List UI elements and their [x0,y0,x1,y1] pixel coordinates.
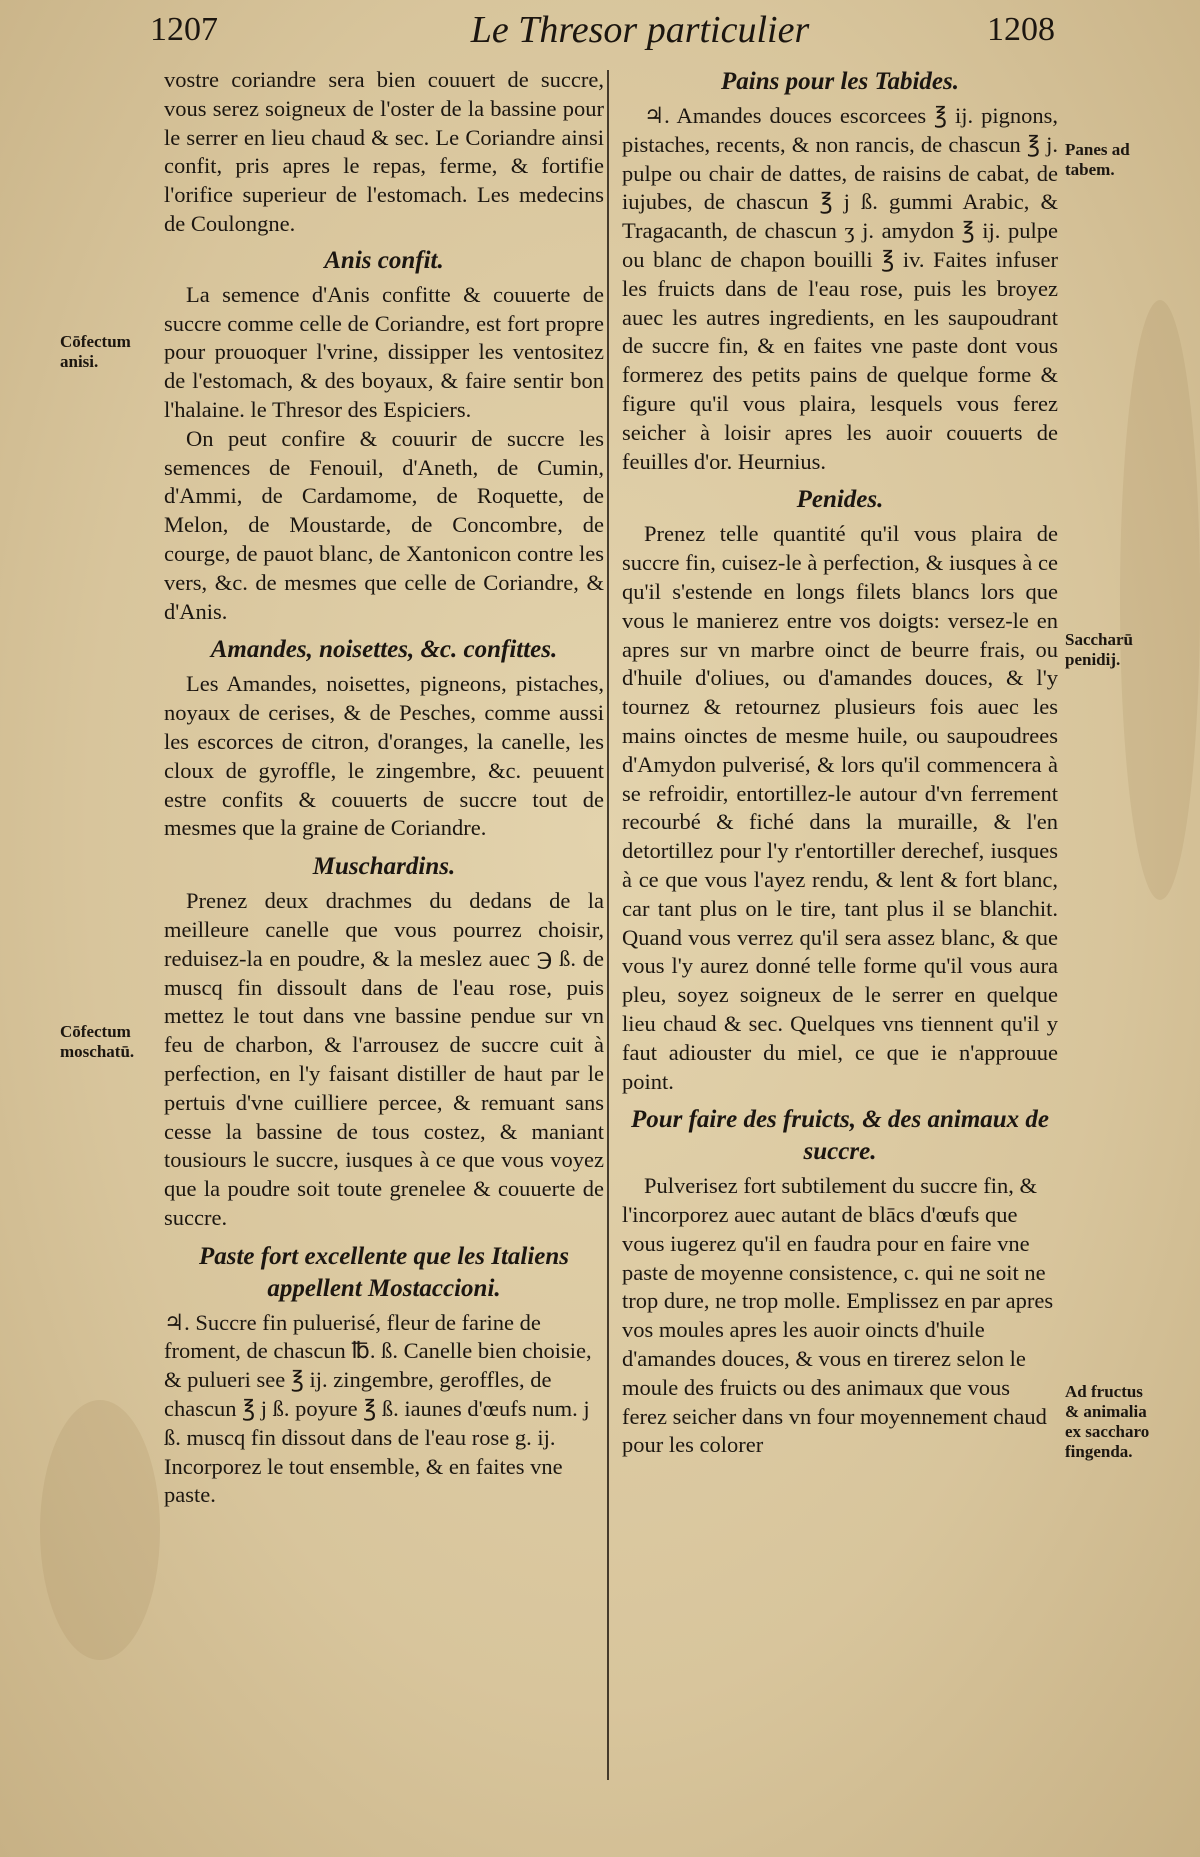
page-number-left: 1207 [150,11,218,48]
heading-muschardins: Muschardins. [312,853,456,881]
margin-note-saccharum: Saccharū penidij. [1065,630,1133,669]
heading-anis-confit: Anis confit. [324,246,444,274]
heading-amandes: Amandes, noisettes, &c. confittes. [210,636,558,664]
paper-stain [40,1400,160,1660]
margin-note-anisi: Cōfectum anisi. [60,332,131,371]
paragraph-muschardins: Prenez deux drachmes du dedans de la meilleure canelle que vous pourrez choisir, reduisez-la en poudre, & la meslez auec ℈ ß. de muscq fin dissoult dans de l'eau rose, puis mettez le tout dans vne bassine pendue sur vn feu de charbon, & l'arrousez de succre cuit à perfection, en l'y faisant distiller de haut par le pertuis d'vne cuilliere percee, & remuant sans cesse la bassine de tous costez, & maniant tousiours le succre, iusques à ce que vous voyez que la poudre soit toute grenelee & couuerte de succre. [164,888,604,1230]
margin-note-panes: Panes ad tabem. [1065,140,1130,179]
paragraph-penides: Prenez telle quantité qu'il vous plaira de succre fin, cuisez-le à perfection, & iusques à ce qu'il s'estende en longs filets blancs lors que vous le manierez entre vos doigts: versez-le en apres sur vn marbre oinct de beurre frais, ou d'huile d'oliues, ou d'amandes douces, & l'y tournez & retournez plusieurs fois auec les mains oinctes de mesme huile, ou saupoudrees d'Amydon pulverisé, & lors qu'il commencera à se refroidir, entortillez-le autour d'vn ferrement recourbé & fiché dans la muraille, & l'en detortillez pour l'y r'entortiller derechef, iusques à ce que vous l'ayez rendu, & lent & fort blanc, car tant plus on le tire, tant plus il se blanchit. Quand vous verrez qu'il sera assez blanc, & que vous l'y aurez donné telle forme qu'il vous aura pleu, soyez soigneux de le serrer en quelque lieu chaud & sec. Quelques vns tiennent qu'il y faut adiouster du miel, ce que ie n'approuue point. [622,521,1058,1094]
heading-mostaccioni: Paste fort excellente que les Italiens appellent Mostaccioni. [198,1242,570,1302]
heading-pains-tabides: Pains pour les Tabides. [720,68,959,95]
running-title: Le Thresor particulier [470,9,810,51]
heading-penides: Penides. [796,486,884,514]
paragraph-coriandre-end: vostre coriandre sera bien couuert de succre, vous serez soigneux de l'oster de la bassine pour le serrer en lieu chaud & sec. Le Coriandre ainsi confit, pris apres le repas, ferme, & fortifie l'orifice superieur de l'estomach. Les medecins de Coulongne. [164,67,604,236]
paragraph-pains: ♃. Amandes douces escorcees ℥ ij. pignons, pistaches, recents, & non rancis, de chascun ℥ j. pulpe ou chair de dattes, de raisins de cabat, de iujubes, de chascun ℥ j ß. gummi Arabic, & Tragacanth, de chascun ʒ j. amydon ℥ ij. pulpe ou blanc de chapon bouilli ℥ iv. Faites infuser les fruicts dans de l'eau rose, puis les broyez auec les autres ingredients, en les saupoudrant de succre fin, & en faites vne paste dont vous formerez des petits pains de quelque forme & figure qu'il vous plaira, lesquels vous ferez seicher à loisir apres les auoir couuerts de feuilles d'or. Heurnius. [622,103,1058,474]
paragraph-fruicts: Pulverisez fort subtilement du succre fin, & l'incorporez auec autant de blācs d'œufs que vous iugerez qu'il en faudra pour en faire vne paste de moyenne consistence, c. qui ne soit ne trop dure, ne trop molle. Emplissez en par apres vos moules apres les auoir oincts d'huile d'amandes douces, & vous en tirerez selon le moule des fruicts ou des animaux que vous ferez seicher dans vn four moyennement chaud pour les colorer [622,1173,1054,1458]
paragraph-amandes: Les Amandes, noisettes, pigneons, pistaches, noyaux de cerises, & de Pesches, comme aussi les escorces de citron, d'oranges, la canelle, les cloux de gyroffle, le zingembre, &c. peuuent estre confits & couuerts de succre tout de mesmes que la graine de Coriandre. [164,671,604,841]
margin-note-moschatum: Cōfectum moschatū. [60,1022,135,1061]
paragraph-anis: La semence d'Anis confitte & couuerte de succre comme celle de Coriandre, est fort propre pour prouoquer l'vrine, dissipper les ventositez de l'estomach, & des boyaux, & faire sentir bon l'halaine. le Thresor des Espiciers. [164,281,604,422]
page-number-right: 1208 [987,11,1055,48]
column-divider [607,70,609,1780]
paper-stain [1120,300,1200,900]
paragraph-mostaccioni: ♃. Succre fin puluerisé, fleur de farine de froment, de chascun ℔. ß. Canelle bien choisie, & pulueri see ℥ ij. zingembre, geroffles, de chascun ℥ j ß. poyure ℥ ß. iaunes d'œufs num. j ß. muscq fin dissout dans de l'eau rose g. ij. Incorporez le tout ensemble, & en faites vne paste. [164,1309,592,1508]
left-column [164,66,604,1510]
right-column [622,66,1058,1460]
margin-note-ad-fructus: Ad fructus & animalia ex saccharo fingenda. [1065,1382,1150,1461]
heading-fruicts-animaux: Pour faire des fruicts, & des animaux de succre. [630,1106,1050,1166]
paragraph-semences: On peut confire & couurir de succre les semences de Fenouil, d'Aneth, de Cumin, d'Ammi, de Cardamome, de Roquette, de Melon, de Moustarde, de Concombre, de courge, de pauot blanc, de Xantonicon contre les vers, &c. de mesmes que celle de Coriandre, & d'Anis. [164,425,604,624]
